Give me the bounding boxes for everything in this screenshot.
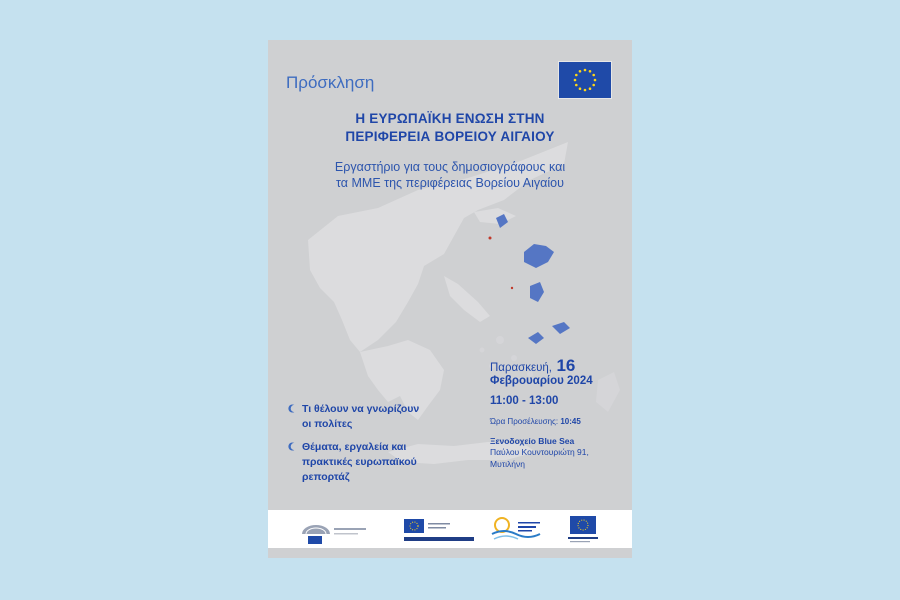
registration-info (490, 417, 630, 426)
crescent-icon (288, 404, 297, 413)
subtitle-line-2: τα ΜΜΕ της περιφέρειας Βορείου Αιγαίου (336, 176, 564, 190)
event-details (490, 356, 630, 470)
invitation-label: Πρόσκληση (286, 73, 375, 92)
event-venue: Ξενοδοχείο Blue Sea (490, 436, 575, 446)
topic-item (288, 402, 478, 432)
event-month-year: Φεβρουαρίου 2024 (490, 375, 593, 387)
registration-time: 10:45 (560, 417, 581, 426)
event-address-line-1: Παύλου Κουντουριώτη 91, (490, 447, 589, 457)
partner-logos-bar (268, 510, 632, 548)
eu-flag-icon (558, 61, 612, 99)
europe-direct-logo (564, 514, 604, 544)
topic-line: οι πολίτες (302, 418, 353, 430)
north-aegean-region-logo (490, 514, 554, 544)
event-day-number: 16 (556, 356, 576, 375)
title-line-2: ΠΕΡΙΦΕΡΕΙΑ ΒΟΡΕΙΟΥ ΑΙΓΑΙΟΥ (345, 129, 555, 144)
event-day: Παρασκευή, (490, 362, 552, 374)
invitation-poster (268, 40, 632, 558)
european-commission-logo (400, 514, 480, 544)
poster-title (278, 110, 622, 146)
event-time: 11:00 - 13:00 (490, 395, 559, 407)
eu-parliament-logo (296, 514, 376, 544)
topic-line: Τι θέλουν να γνωρίζουν (302, 403, 420, 415)
registration-label: Ώρα Προσέλευσης: (490, 417, 559, 426)
topic-line: πρακτικές ευρωπαϊκού (302, 456, 417, 468)
topic-line: Θέματα, εργαλεία και (302, 441, 407, 453)
crescent-icon (288, 442, 297, 451)
event-address-line-2: Μυτιλήνη (490, 459, 525, 469)
subtitle-line-1: Εργαστήριο για τους δημοσιογράφους και (334, 160, 566, 174)
north-aegean-islands (496, 214, 570, 344)
topics-list (288, 402, 478, 493)
poster-subtitle (278, 159, 622, 191)
title-line-1: Η ΕΥΡΩΠΑΪΚΗ ΕΝΩΣΗ ΣΤΗΝ (355, 111, 545, 126)
topic-item (288, 440, 478, 485)
topic-line: ρεπορτάζ (302, 471, 350, 483)
